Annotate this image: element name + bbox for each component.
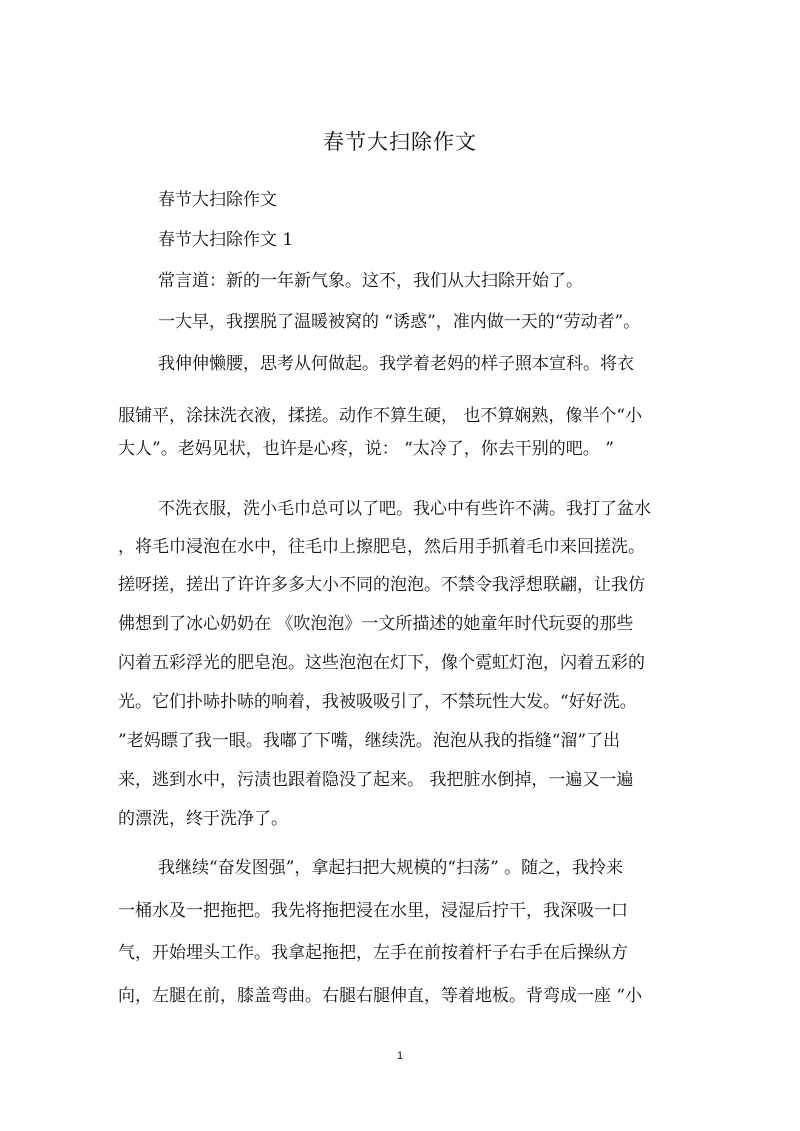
paragraph-4-line-1: 不洗衣服，洗小毛巾总可以了吧。我心中有些许不满。我打了盆水: [158, 499, 651, 519]
paragraph-4-line-5: 闪着五彩浮光的肥皂泡。这些泡泡在灯下，像个霓虹灯泡，闪着五彩的: [118, 653, 645, 673]
paragraph-4-line-8: 来，逃到水中，污渍也跟着隐没了起来。 我把脏水倒掉，一遍又一遍: [118, 770, 634, 790]
paragraph-2-line-1: 一大早，我摆脱了温暖被窝的 “诱惑”，准内做一天的“劳动者”。: [158, 312, 641, 332]
page-number: 1: [396, 1050, 404, 1062]
paragraph-5-line-3: 气，开始埋头工作。我拿起拖把，左手在前按着杆子右手在后操纵方: [118, 943, 628, 963]
paragraph-5-line-2: 一桶水及一把拖把。我先将拖把浸在水里，浸湿后拧干，我深吸一口: [118, 901, 628, 921]
paragraph-4-line-2: ，将毛巾浸泡在水中，往毛巾上擦肥皂，然后用手抓着毛巾来回搓洗。: [118, 537, 645, 557]
paragraph-5-line-1: 我继续“奋发图强”，拿起扫把大规模的“扫荡” 。随之，我拎来: [158, 858, 624, 878]
paragraph-4-line-9: 的漂洗，终于洗净了。: [118, 809, 288, 829]
paragraph-3-line-2: 服铺平，涂抹洗衣液，揉搓。动作不算生硬， 也不算娴熟，像半个“小: [118, 406, 643, 426]
paragraph-1-line-1: 常言道：新的一年新气象。这不，我们从大扫除开始了。: [158, 271, 583, 291]
document-title: 春节大扫除作文: [323, 130, 477, 154]
paragraph-4-line-3: 搓呀搓，搓出了许许多多大小不同的泡泡。不禁令我浮想联翩，让我仿: [118, 575, 645, 595]
document-heading: 春节大扫除作文 1: [158, 230, 294, 250]
paragraph-4-line-7: ”老妈瞟了我一眼。我嘟了下嘴，继续洗。泡泡从我的指缝“溜”了出: [118, 731, 621, 751]
document-subtitle: 春节大扫除作文: [158, 190, 277, 210]
paragraph-3-line-1: 我伸伸懒腰，思考从何做起。我学着老妈的样子照本宣科。将衣: [158, 354, 634, 374]
paragraph-4-line-4: 佛想到了冰心奶奶在 《吹泡泡》一文所描述的她童年时代玩耍的那些: [118, 614, 634, 634]
paragraph-3-line-3: 大人”。老妈见状，也许是心疼，说： “太冷了，你去干别的吧。 ”: [118, 439, 614, 459]
paragraph-5-line-4: 向，左腿在前，膝盖弯曲。右腿右腿伸直，等着地板。背弯成一座 “小: [118, 986, 643, 1006]
paragraph-4-line-6: 光。它们扑哧扑哧的响着，我被吸吸引了，不禁玩性大发。“好好洗。: [118, 692, 637, 712]
